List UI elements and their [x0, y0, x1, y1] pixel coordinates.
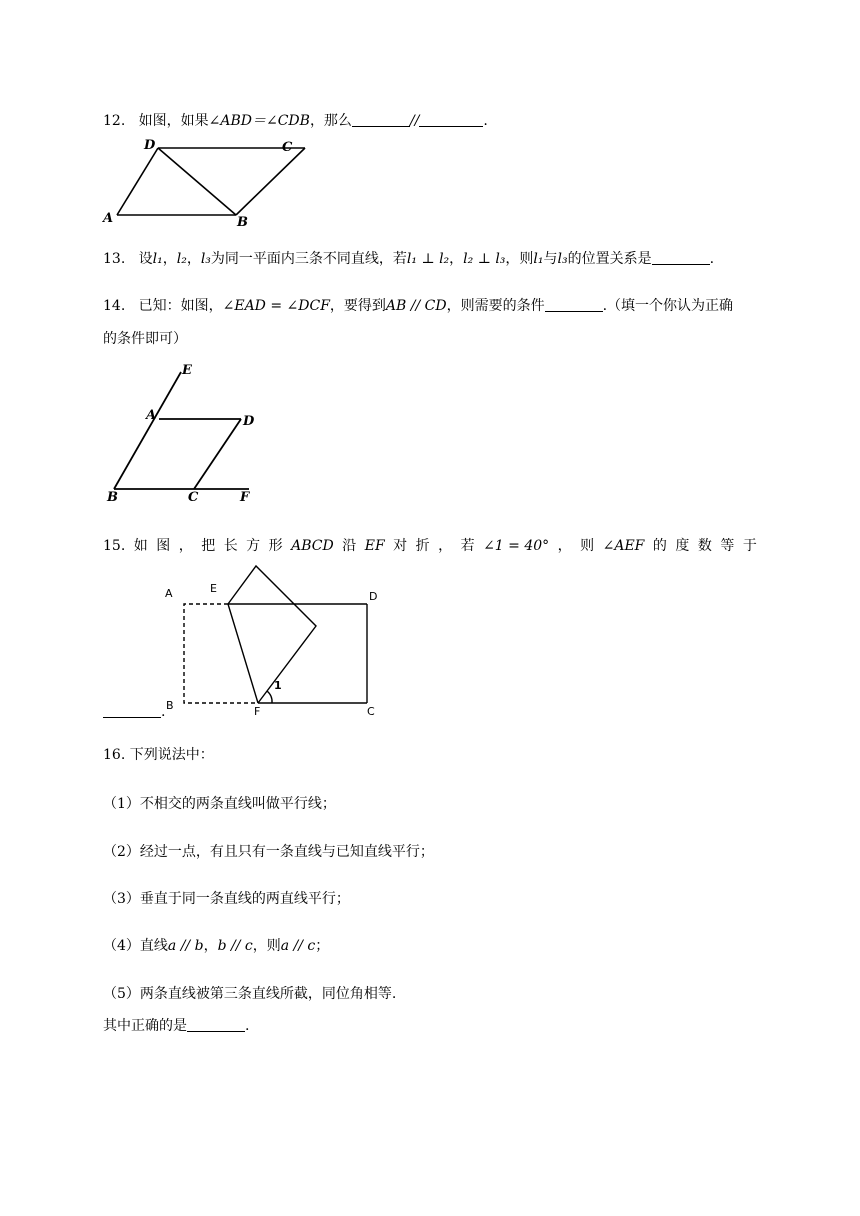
vertex-label-c: C	[367, 705, 375, 718]
question-word: 如	[133, 538, 148, 554]
statement-5: （5）两条直线被第三条直线所截，同位角相等.	[103, 986, 397, 1002]
question-text: ，则	[505, 251, 534, 267]
punctuation: ，	[557, 538, 572, 554]
question-12	[103, 111, 488, 131]
math-expression: ∠EAD = ∠DCF	[222, 298, 330, 314]
math-expression: ∠AEF	[602, 538, 645, 554]
question-text: 如图，如果	[138, 113, 209, 129]
question-text: 已知：如图，	[138, 298, 223, 314]
answer-blank[interactable]	[103, 703, 161, 718]
vertex-label-d: D	[369, 590, 378, 603]
punctuation: ，	[162, 251, 177, 267]
math-expression: l₃	[557, 251, 568, 267]
vertex-label-a: A	[103, 211, 114, 226]
question-text: 设	[138, 251, 153, 267]
answer-blank[interactable]	[652, 250, 710, 265]
question-text: ，那么	[309, 113, 352, 129]
vertex-label-b: B	[237, 215, 248, 230]
question-number: 14.	[103, 298, 126, 314]
punctuation: ，	[449, 251, 464, 267]
period: .	[245, 1018, 250, 1034]
question-number: 13.	[103, 251, 126, 267]
math-expression: l₁	[152, 251, 163, 267]
question-text: 的位置关系是	[567, 251, 652, 267]
period: .	[161, 704, 166, 720]
question-word: 等	[720, 538, 735, 554]
vertex-label-e: E	[182, 363, 192, 378]
punctuation: ，	[178, 538, 193, 554]
question-13	[103, 249, 714, 269]
math-expression: ∠ABD＝∠CDB	[208, 113, 310, 129]
figure-q15-folded-rectangle	[160, 560, 390, 720]
answer-blank[interactable]	[352, 112, 410, 127]
math-expression: a // c	[280, 938, 316, 954]
vertex-label-d: D	[243, 414, 255, 429]
vertex-label-b: B	[107, 490, 118, 505]
math-expression: b // c	[217, 938, 253, 954]
question-text: ，则需要的条件	[446, 298, 545, 314]
vertex-label-f: F	[254, 705, 261, 718]
question-text: 为同一平面内三条不同直线，若	[210, 251, 407, 267]
vertex-label-c: C	[188, 490, 199, 505]
question-word: 的	[652, 538, 667, 554]
answer-blank[interactable]	[545, 297, 603, 312]
question-word: 沿	[342, 538, 357, 554]
statement-text: ，则	[252, 938, 281, 954]
question-word: 度	[675, 538, 690, 554]
vertex-label-c: C	[282, 140, 293, 155]
question-text: .（填一个你认为正确	[602, 298, 734, 314]
question-14	[103, 296, 733, 316]
answer-blank[interactable]	[419, 112, 483, 127]
vertex-label-a: A	[146, 408, 157, 423]
math-expression: l₁	[533, 251, 544, 267]
math-expression: a // b	[167, 938, 204, 954]
punctuation: ，	[203, 938, 218, 954]
statement-4	[103, 936, 329, 956]
punctuation: ，	[186, 251, 201, 267]
question-text: 其中正确的是	[103, 1018, 187, 1034]
question-16-answer	[103, 1016, 249, 1036]
answer-blank[interactable]	[187, 1017, 245, 1032]
statement-2: （2）经过一点，有且只有一条直线与已知直线平行；	[103, 844, 434, 860]
question-14-line-2: 的条件即可）	[103, 331, 187, 347]
angle-label-1: 1	[274, 679, 282, 692]
math-expression: EF	[364, 538, 385, 554]
statement-3: （3）垂直于同一条直线的两直线平行；	[103, 891, 350, 907]
question-word: 折	[415, 538, 430, 554]
question-text: 与	[543, 251, 558, 267]
vertex-label-a: A	[165, 587, 173, 600]
math-expression: l₂ ⊥ l₃	[463, 251, 506, 267]
question-word: 图	[156, 538, 171, 554]
math-expression: l₁ ⊥ l₂	[406, 251, 450, 267]
math-expression: l₃	[200, 251, 211, 267]
figure-q14-parallelogram	[100, 360, 270, 510]
question-word: 形	[268, 538, 283, 554]
question-15	[103, 536, 757, 556]
question-word: 对	[393, 538, 408, 554]
question-word: 把	[201, 538, 216, 554]
math-expression: AB // CD	[385, 298, 447, 314]
vertex-label-e: E	[210, 582, 217, 595]
parallel-symbol: //	[409, 113, 420, 129]
statement-1: （1）不相交的两条直线叫做平行线；	[103, 796, 336, 812]
question-word: 则	[580, 538, 595, 554]
figure-q12-parallelogram	[95, 135, 315, 230]
question-16-title: 16. 下列说法中：	[103, 747, 214, 763]
punctuation: ，	[438, 538, 453, 554]
period: .	[483, 113, 488, 129]
statement-text: （4）直线	[103, 938, 168, 954]
question-number: 12.	[103, 113, 126, 129]
question-word: 方	[246, 538, 261, 554]
question-15-answer-line	[103, 702, 165, 722]
question-number: 15.	[103, 538, 126, 554]
vertex-label-b: B	[166, 699, 174, 712]
vertex-label-d: D	[144, 138, 156, 153]
question-word: 数	[697, 538, 712, 554]
math-expression: ABCD	[291, 538, 334, 554]
question-word: 若	[460, 538, 475, 554]
question-word: 于	[742, 538, 757, 554]
math-expression: l₂	[176, 251, 187, 267]
period: .	[709, 251, 715, 267]
question-word: 长	[223, 538, 238, 554]
math-expression: ∠1 = 40°	[483, 538, 550, 554]
punctuation: ；	[315, 938, 330, 954]
question-text: ，要得到	[329, 298, 386, 314]
vertex-label-f: F	[240, 490, 250, 505]
